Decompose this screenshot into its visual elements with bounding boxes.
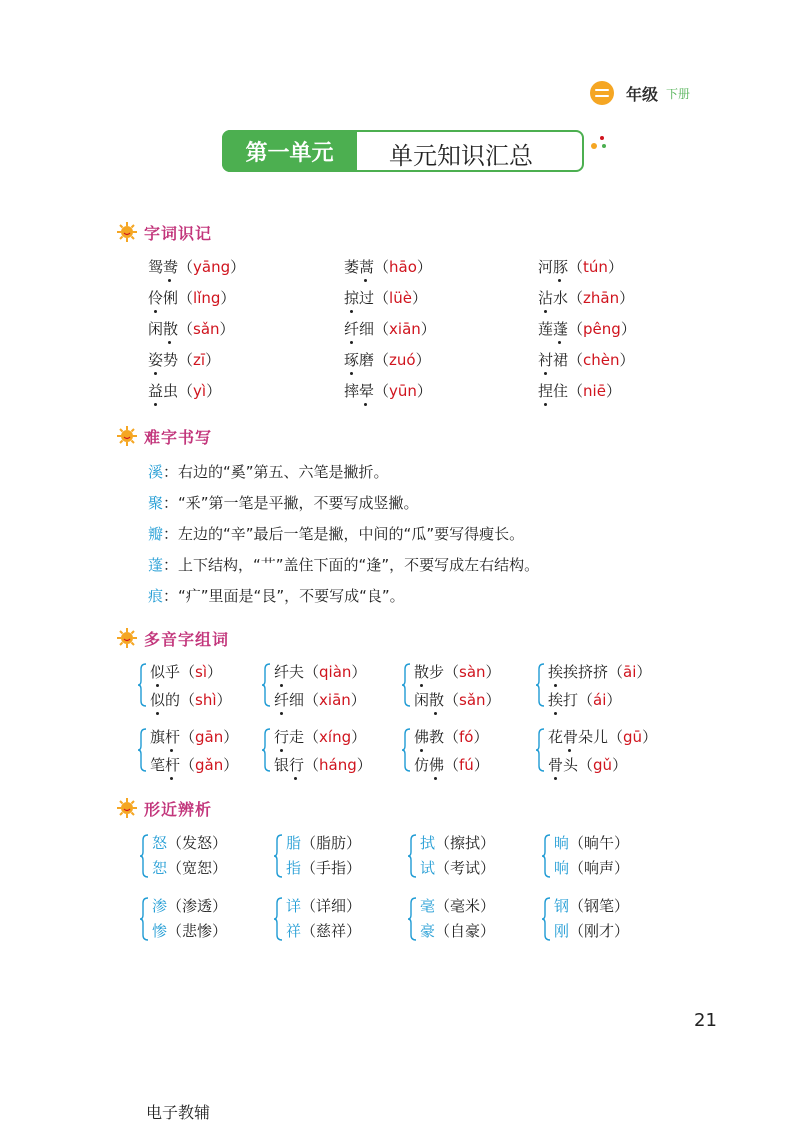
page-number: 21: [694, 1010, 717, 1031]
vocab-item: 摔晕 （yūn）: [344, 380, 432, 401]
similar-char: 试: [420, 859, 436, 877]
pinyin: sì: [195, 663, 208, 681]
brace-icon: [536, 728, 546, 772]
page-title: 单元知识汇总: [389, 142, 533, 170]
polyphone-word: 骨头: [548, 756, 579, 774]
similar-word: 毫米: [450, 897, 481, 915]
section-title: 多音字组词: [144, 629, 230, 649]
vocab-word: 河豚: [538, 258, 569, 276]
hard-char-note: [148, 523, 524, 544]
similar-char: 拭: [420, 834, 436, 852]
brace-icon: [542, 834, 552, 878]
vocab-word: 姿势: [148, 351, 179, 369]
brace-icon: [262, 663, 272, 707]
pinyin: xiān: [389, 320, 421, 338]
pinyin: gǔ: [593, 756, 613, 774]
similar-word: 宽恕: [182, 859, 213, 877]
grade-sub-label: 下册: [666, 86, 691, 101]
hard-char-text: ：右边的“奚”第五、六笔是撇折。: [163, 463, 389, 481]
brace-icon: [542, 897, 552, 941]
hard-char-note: [148, 492, 419, 513]
vocab-item: 莲蓬 （pêng）: [538, 318, 636, 339]
polyphone-entry: 旗杆 （gān）: [150, 726, 238, 747]
hard-char-note: [148, 554, 539, 575]
pinyin: sǎn: [459, 691, 486, 709]
decor-dots-icon: [590, 134, 610, 154]
hard-char-text: ：上下结构，“艹”盖住下面的“逢”，不要写成左右结构。: [163, 556, 540, 574]
pinyin: xíng: [319, 728, 352, 746]
similar-entry: 详（详细）: [286, 897, 362, 915]
vocab-item: 衬裙 （chèn）: [538, 349, 635, 370]
sun-icon: [116, 425, 138, 447]
polyphone-entry: 佛教 （fó）: [414, 726, 489, 747]
vocab-item: 益虫 （yì）: [148, 380, 221, 401]
section-hard-header: [116, 424, 212, 448]
polyphone-word: 佛教: [414, 728, 445, 746]
polyphone-entry: 散步 （sàn）: [414, 661, 501, 682]
brace-icon: [140, 834, 150, 878]
vocab-item: 萎蒿 （hāo）: [344, 256, 432, 277]
sun-icon: [116, 797, 138, 819]
polyphone-entry: 纤细 （xiān）: [274, 689, 366, 710]
vocab-word: 鸳鸯: [148, 258, 179, 276]
vocab-word: 捏住: [538, 382, 569, 400]
vocab-item: 掠过 （lüè）: [344, 287, 427, 308]
similar-word: 慈祥: [316, 922, 347, 940]
hard-char: 蓬: [148, 556, 164, 574]
pinyin: xiān: [319, 691, 351, 709]
pinyin: gǎn: [195, 756, 224, 774]
similar-word: 手指: [316, 859, 347, 877]
vocab-word: 伶俐: [148, 289, 179, 307]
similar-entry: 豪（自豪）: [420, 922, 496, 940]
vocab-item: 伶俐 （lǐng）: [148, 287, 235, 308]
pinyin: yāng: [193, 258, 231, 276]
polyphone-entry: 闲散 （sǎn）: [414, 689, 501, 710]
similar-char: 渗: [152, 897, 168, 915]
vocab-word: 益虫: [148, 382, 179, 400]
pinyin: zhān: [583, 289, 620, 307]
similar-word: 悲惨: [182, 922, 213, 940]
similar-char: 怒: [152, 834, 168, 852]
hard-char: 溪: [148, 463, 164, 481]
brace-icon: [262, 728, 272, 772]
polyphone-entry: 似乎 （sì）: [150, 661, 222, 682]
similar-word: 渗透: [182, 897, 213, 915]
brace-icon: [140, 897, 150, 941]
hard-char: 聚: [148, 494, 164, 512]
polyphone-word: 纤细: [274, 691, 305, 709]
similar-entry: 渗（渗透）: [152, 897, 228, 915]
polyphone-entry: 挨挨挤挤 （āi）: [548, 661, 651, 682]
pinyin: gū: [623, 728, 643, 746]
polyphone-word: 银行: [274, 756, 305, 774]
pinyin: fú: [459, 756, 474, 774]
hard-char: 瓣: [148, 525, 164, 543]
polyphone-word: 似乎: [150, 663, 181, 681]
grade-label: 年级: [626, 84, 659, 104]
brace-icon: [274, 897, 284, 941]
vocab-item: 鸳鸯 （yāng）: [148, 256, 245, 277]
polyphone-word: 纤夫: [274, 663, 305, 681]
polyphone-word: 旗杆: [150, 728, 181, 746]
polyphone-entry: 行走 （xíng）: [274, 726, 366, 747]
footer-label: 电子教辅: [146, 1103, 211, 1122]
polyphone-entry: 花骨朵儿 （gū）: [548, 726, 657, 747]
similar-char: 恕: [152, 859, 168, 877]
similar-entry: 响（响声）: [554, 859, 630, 877]
polyphone-word: 仿佛: [414, 756, 445, 774]
polyphone-word: 挨挨挤挤: [548, 663, 609, 681]
pinyin: lǐng: [193, 289, 221, 307]
pinyin: shì: [195, 691, 217, 709]
pinyin: niē: [583, 382, 606, 400]
polyphone-entry: 银行 （háng）: [274, 754, 372, 775]
section-vocab-header: [116, 220, 212, 244]
polyphone-entry: 笔杆 （gǎn）: [150, 754, 238, 775]
pinyin: gān: [195, 728, 224, 746]
similar-entry: 毫（毫米）: [420, 897, 496, 915]
hard-char: 痕: [148, 587, 164, 605]
section-title: 难字书写: [144, 427, 213, 447]
similar-word: 详细: [316, 897, 347, 915]
hard-char-note: [148, 585, 405, 606]
vocab-item: 姿势 （zī）: [148, 349, 220, 370]
polyphone-word: 似的: [150, 691, 181, 709]
similar-entry: 指（手指）: [286, 859, 362, 877]
polyphone-word: 笔杆: [150, 756, 181, 774]
similar-char: 祥: [286, 922, 302, 940]
hard-char-text: ：“釆”第一笔是平撇，不要写成竖撇。: [163, 494, 419, 512]
vocab-word: 掠过: [344, 289, 375, 307]
vocab-word: 琢磨: [344, 351, 375, 369]
similar-char: 毫: [420, 897, 436, 915]
pinyin: qiàn: [319, 663, 352, 681]
similar-char: 响: [554, 859, 570, 877]
pinyin: fó: [459, 728, 474, 746]
vocab-item: 琢磨 （zuó）: [344, 349, 431, 370]
similar-word: 钢笔: [584, 897, 615, 915]
polyphone-word: 散步: [414, 663, 445, 681]
section-title: 字词识记: [144, 223, 213, 243]
vocab-word: 闲散: [148, 320, 179, 338]
similar-word: 晌午: [584, 834, 615, 852]
similar-word: 自豪: [450, 922, 481, 940]
similar-char: 惨: [152, 922, 168, 940]
similar-entry: 怒（发怒）: [152, 834, 228, 852]
similar-entry: 祥（慈祥）: [286, 922, 362, 940]
similar-entry: 恕（宽恕）: [152, 859, 228, 877]
similar-entry: 惨（悲惨）: [152, 922, 228, 940]
pinyin: yì: [193, 382, 207, 400]
unit-label: 第一单元: [222, 130, 357, 172]
sun-icon: [116, 221, 138, 243]
pinyin: zuó: [389, 351, 416, 369]
pinyin: āi: [623, 663, 637, 681]
grade-number-icon: [590, 81, 614, 105]
polyphone-entry: 仿佛 （fú）: [414, 754, 489, 775]
pinyin: háng: [319, 756, 357, 774]
similar-word: 考试: [450, 859, 481, 877]
hard-char-text: ：“疒”里面是“艮”，不要写成“良”。: [163, 587, 405, 605]
similar-word: 擦拭: [450, 834, 481, 852]
similar-entry: 试（考试）: [420, 859, 496, 877]
similar-entry: 晌（晌午）: [554, 834, 630, 852]
brace-icon: [138, 663, 148, 707]
polyphone-entry: 纤夫 （qiàn）: [274, 661, 366, 682]
section-similar-header: [116, 796, 212, 820]
vocab-item: 河豚 （tún）: [538, 256, 623, 277]
vocab-item: 捏住 （niē）: [538, 380, 621, 401]
pinyin: hāo: [389, 258, 417, 276]
similar-entry: 脂（脂肪）: [286, 834, 362, 852]
vocab-word: 沾水: [538, 289, 569, 307]
polyphone-entry: 似的 （shì）: [150, 689, 232, 710]
similar-char: 豪: [420, 922, 436, 940]
brace-icon: [536, 663, 546, 707]
brace-icon: [138, 728, 148, 772]
pinyin: ái: [593, 691, 607, 709]
similar-char: 详: [286, 897, 302, 915]
hard-char-text: ：左边的“辛”最后一笔是撇，中间的“瓜”要写得瘦长。: [163, 525, 525, 543]
pinyin: chèn: [583, 351, 620, 369]
grade-badge: [590, 80, 690, 106]
brace-icon: [408, 834, 418, 878]
polyphone-entry: 骨头 （gǔ）: [548, 754, 627, 775]
similar-entry: 刚（刚才）: [554, 922, 630, 940]
similar-entry: 钢（钢笔）: [554, 897, 630, 915]
section-title: 形近辨析: [144, 799, 213, 819]
brace-icon: [408, 897, 418, 941]
similar-char: 钢: [554, 897, 570, 915]
similar-char: 脂: [286, 834, 302, 852]
section-poly-header: [116, 626, 229, 650]
similar-word: 刚才: [584, 922, 615, 940]
similar-char: 晌: [554, 834, 570, 852]
pinyin: sàn: [459, 663, 486, 681]
polyphone-word: 行走: [274, 728, 305, 746]
pinyin: lüè: [389, 289, 412, 307]
pinyin: zī: [193, 351, 206, 369]
vocab-item: 纤细 （xiān）: [344, 318, 436, 339]
similar-word: 发怒: [182, 834, 213, 852]
vocab-word: 纤细: [344, 320, 375, 338]
similar-char: 刚: [554, 922, 570, 940]
vocab-word: 衬裙: [538, 351, 569, 369]
similar-char: 指: [286, 859, 302, 877]
pinyin: tún: [583, 258, 608, 276]
sun-icon: [116, 627, 138, 649]
vocab-word: 莲蓬: [538, 320, 569, 338]
polyphone-word: 挨打: [548, 691, 579, 709]
pinyin: yūn: [389, 382, 417, 400]
vocab-word: 摔晕: [344, 382, 375, 400]
vocab-word: 萎蒿: [344, 258, 375, 276]
polyphone-word: 闲散: [414, 691, 445, 709]
pinyin: sǎn: [193, 320, 220, 338]
pinyin: pêng: [583, 320, 621, 338]
brace-icon: [402, 728, 412, 772]
polyphone-entry: 挨打 （ái）: [548, 689, 621, 710]
vocab-item: 闲散 （sǎn）: [148, 318, 235, 339]
vocab-item: 沾水 （zhān）: [538, 287, 634, 308]
similar-word: 脂肪: [316, 834, 347, 852]
brace-icon: [402, 663, 412, 707]
brace-icon: [274, 834, 284, 878]
hard-char-note: [148, 461, 389, 482]
similar-word: 响声: [584, 859, 615, 877]
polyphone-word: 花骨朵儿: [548, 728, 609, 746]
unit-banner: [222, 130, 584, 172]
similar-entry: 拭（擦拭）: [420, 834, 496, 852]
